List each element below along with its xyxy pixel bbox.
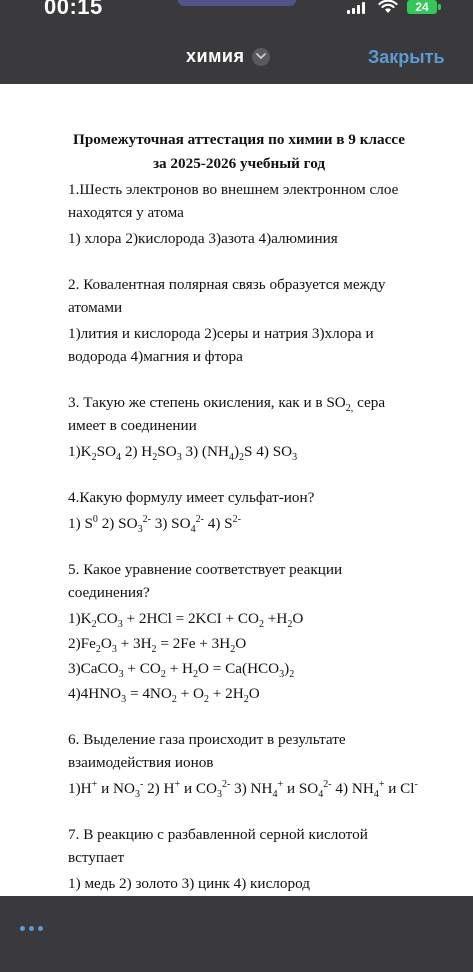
dot-icon: [38, 926, 43, 931]
answers-6: 1)H+ и $NO_3^-$ 2) H+ и $CO_3^{2-}$ 3) $NH_4^+$ и $SO_4^{2-}$ 4) $NH_4^+$ и Cl-: [68, 778, 418, 801]
status-time: 00:15: [44, 0, 103, 19]
dot-icon: [20, 926, 25, 931]
dot-icon: [29, 926, 34, 931]
question-1: 1.Шесть электронов во внешнем электронном слое находятся у атома: [68, 181, 399, 221]
document-content: [68, 128, 418, 941]
top-nav-bar: [0, 22, 473, 84]
answer-5-2: $2)Fe_2O_3 + 3H_2 = 2Fe + 3H_2O$: [68, 635, 247, 656]
answer-5-1: $1)K_2CO_3 + 2HCl = 2KCI + CO_2 +H_2O$: [68, 610, 304, 631]
question-3: 3. Такую же степень окисления, как и в $SO_{2,}$ сера имеет в соединении: [68, 394, 386, 434]
status-bar: [0, 0, 473, 22]
answers-3: $1)K_2SO_4$ 2) $H_2SO_3$ 3) $(NH_4)_2S$ 4) $SO_3$: [68, 443, 298, 464]
document-title-menu[interactable]: [186, 46, 270, 67]
answer-5-4: $4)4HNO_3 = 4NO_2 + O_2 + 2H_2O$: [68, 685, 260, 706]
answers-4: 1) $S^0$ 2) $SO_3^{2-}$ 3) $SO_4^{2-}$ 4) $S^{2-}$: [68, 513, 241, 536]
doc-title: Промежуточная аттестация по химии в 9 классе за 2025-2026 учебный год: [73, 131, 405, 172]
question-6: 6. Выделение газа происходит в результате взаимодействия ионов: [68, 731, 346, 771]
answers-2: 1)лития и кислорода 2)серы и натрия 3)хлора и водорода 4)магния и фтора: [68, 325, 374, 365]
bottom-toolbar: [0, 896, 473, 972]
dynamic-island-indicator: [178, 0, 296, 6]
answers-1: 1) хлора 2)кислорода 3)азота 4)алюминия: [68, 230, 338, 247]
battery-icon: 24: [407, 0, 437, 14]
question-2: 2. Ковалентная полярная связь образуется между атомами: [68, 276, 386, 316]
cellular-signal-icon: [347, 2, 365, 14]
question-7: 7. В реакцию с разбавленной серной кислотой вступает: [68, 826, 368, 866]
chevron-down-icon[interactable]: [252, 48, 270, 66]
answers-7: 1) медь 2) золото 3) цинк 4) кислород: [68, 875, 310, 892]
document-viewer[interactable]: [0, 84, 473, 896]
wifi-icon: [378, 0, 398, 14]
question-5: 5. Какое уравнение соответствует реакции соединения?: [68, 561, 343, 601]
close-button[interactable]: Закрыть: [368, 47, 445, 67]
more-options-button[interactable]: [20, 916, 52, 940]
nav-title: химия: [186, 46, 245, 66]
question-4: 4.Какую формулу имеет сульфат-ион?: [68, 489, 315, 506]
answer-5-3: 3)CaCO$_3$ + $CO_2 + H_2O = Ca(HCO_3)_2$: [68, 660, 295, 681]
